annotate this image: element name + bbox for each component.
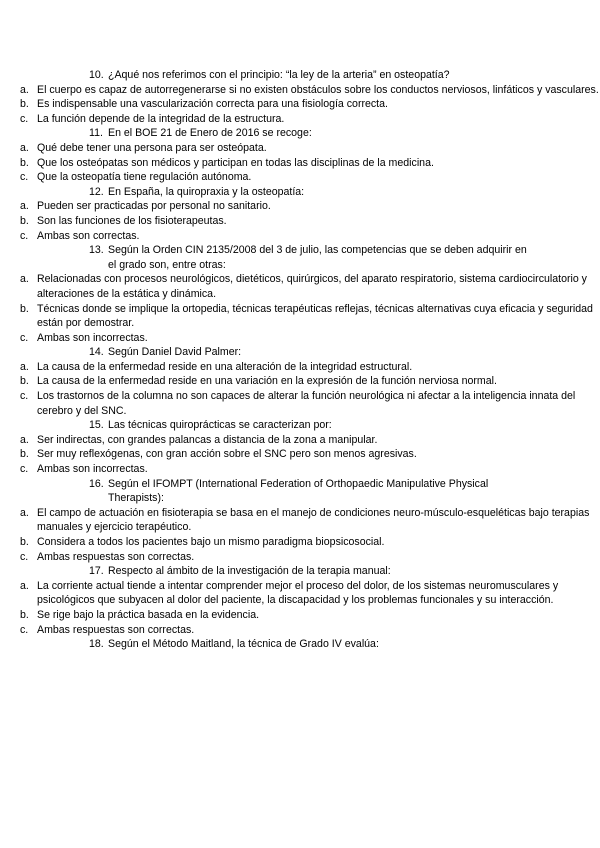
question-text: En España, la quiropraxia y la osteopatía: bbox=[108, 185, 305, 198]
option-letter: b. bbox=[20, 98, 29, 111]
answer-option bbox=[0, 579, 600, 608]
option-list bbox=[0, 506, 600, 564]
option-text: Ambas respuestas son correctas. bbox=[37, 623, 195, 636]
question-stem bbox=[0, 68, 600, 83]
option-list bbox=[0, 360, 600, 418]
answer-option bbox=[0, 608, 600, 623]
question-number: 10. bbox=[89, 69, 104, 81]
question-text: Según el IFOMPT (International Federation of Orthopaedic Manipulative Physical Therapists): bbox=[108, 477, 489, 505]
question-item bbox=[0, 637, 600, 652]
option-text: El campo de actuación en fisioterapia se basa en el manejo de condiciones neuro-músculo-esqueléticas bajo terapias manuales y ejercicio terapéutico. bbox=[37, 506, 590, 534]
answer-option bbox=[0, 447, 600, 462]
question-stem bbox=[0, 243, 600, 272]
option-list bbox=[0, 579, 600, 637]
question-stem bbox=[0, 185, 600, 200]
option-text: Ambas son correctas. bbox=[37, 229, 140, 242]
option-letter: b. bbox=[20, 214, 29, 227]
answer-option bbox=[0, 112, 600, 127]
question-text: Según el Método Maitland, la técnica de Grado IV evalúa: bbox=[108, 638, 379, 651]
option-list bbox=[0, 433, 600, 477]
answer-option bbox=[0, 550, 600, 565]
option-list bbox=[0, 83, 600, 127]
question-text: Las técnicas quiroprácticas se caracterizan por: bbox=[108, 419, 332, 432]
option-letter: c. bbox=[20, 229, 29, 242]
option-letter: a. bbox=[20, 273, 29, 286]
option-letter: a. bbox=[20, 433, 29, 446]
option-text: Técnicas donde se implique la ortopedia, técnicas terapéuticas reflejas, técnicas alternativas cuya eficacia y seguridad están por demostrar. bbox=[37, 302, 593, 330]
answer-option bbox=[0, 360, 600, 375]
question-stem bbox=[0, 345, 600, 360]
option-letter: b. bbox=[20, 375, 29, 388]
question-stem bbox=[0, 477, 600, 506]
answer-option bbox=[0, 170, 600, 185]
option-letter: a. bbox=[20, 83, 29, 96]
answer-option bbox=[0, 199, 600, 214]
option-letter: a. bbox=[20, 579, 29, 592]
option-letter: c. bbox=[20, 331, 29, 344]
question-item bbox=[0, 243, 600, 345]
question-list bbox=[0, 68, 600, 652]
option-list bbox=[0, 141, 600, 185]
question-item bbox=[0, 418, 600, 476]
answer-option bbox=[0, 433, 600, 448]
question-stem bbox=[0, 418, 600, 433]
option-text: Que los osteópatas son médicos y participan en todas las disciplinas de la medicina. bbox=[37, 156, 434, 169]
option-text: Es indispensable una vascularización correcta para una fisiología correcta. bbox=[37, 98, 388, 111]
answer-option bbox=[0, 623, 600, 638]
answer-option bbox=[0, 374, 600, 389]
answer-option bbox=[0, 83, 600, 98]
answer-option bbox=[0, 141, 600, 156]
option-letter: c. bbox=[20, 463, 29, 476]
answer-option bbox=[0, 331, 600, 346]
option-text: Qué debe tener una persona para ser osteópata. bbox=[37, 141, 267, 154]
option-letter: a. bbox=[20, 141, 29, 154]
option-letter: b. bbox=[20, 536, 29, 548]
option-text: La causa de la enfermedad reside en una alteración de la integridad estructural. bbox=[37, 360, 413, 373]
question-number: 16. bbox=[89, 477, 104, 490]
option-text: El cuerpo es capaz de autorregenerarse si no existen obstáculos sobre los conductos nerviosos, linfáticos y vasculares. bbox=[37, 83, 599, 96]
question-stem bbox=[0, 564, 600, 579]
answer-option bbox=[0, 506, 600, 535]
question-text: Según Daniel David Palmer: bbox=[108, 346, 242, 359]
option-letter: b. bbox=[20, 448, 29, 461]
option-letter: c. bbox=[20, 550, 29, 563]
option-text: Que la osteopatía tiene regulación autónoma. bbox=[37, 171, 252, 184]
option-text: La causa de la enfermedad reside en una variación en la expresión de la función nerviosa normal. bbox=[37, 375, 497, 388]
option-text: Se rige bajo la práctica basada en la evidencia. bbox=[37, 608, 260, 621]
answer-option bbox=[0, 272, 600, 301]
answer-option bbox=[0, 97, 600, 112]
option-letter: b. bbox=[20, 156, 29, 169]
question-stem bbox=[0, 637, 600, 652]
question-item bbox=[0, 477, 600, 565]
option-text: Ser indirectas, con grandes palancas a distancia de la zona a manipular. bbox=[37, 433, 378, 446]
question-number: 18. bbox=[89, 638, 104, 651]
question-text: Según la Orden CIN 2135/2008 del 3 de julio, las competencias que se deben adquirir en el grado son, entre otras: bbox=[108, 244, 527, 271]
option-text: Ambas son incorrectas. bbox=[37, 331, 148, 344]
question-number: 15. bbox=[89, 419, 104, 432]
option-letter: a. bbox=[20, 360, 29, 373]
question-number: 17. bbox=[89, 565, 104, 578]
option-list bbox=[0, 272, 600, 345]
option-text: Relacionadas con procesos neurológicos, dietéticos, quirúrgicos, del aparato respiratorio, sistema cardiocirculatorio y alteraciones de la estática y dinámica. bbox=[37, 273, 587, 300]
question-item bbox=[0, 564, 600, 637]
answer-option bbox=[0, 535, 600, 550]
option-letter: c. bbox=[20, 112, 29, 125]
option-text: Ambas son incorrectas. bbox=[37, 463, 148, 476]
answer-option bbox=[0, 229, 600, 244]
question-text: ¿Aqué nos referimos con el principio: “la ley de la arteria” en osteopatía? bbox=[108, 69, 450, 81]
option-letter: c. bbox=[20, 171, 29, 184]
question-text: Respecto al ámbito de la investigación de la terapia manual: bbox=[108, 565, 391, 578]
option-text: Ambas respuestas son correctas. bbox=[37, 550, 195, 563]
question-number: 11. bbox=[89, 127, 103, 140]
answer-option bbox=[0, 302, 600, 331]
option-letter: a. bbox=[20, 506, 29, 519]
option-text: Son las funciones de los fisioterapeutas. bbox=[37, 214, 227, 227]
question-number: 14. bbox=[89, 346, 104, 359]
option-text: Los trastornos de la columna no son capaces de alterar la función neurológica ni afectar a la inteligencia innata del cerebro y del SNC. bbox=[37, 390, 576, 417]
question-item bbox=[0, 126, 600, 184]
option-letter: b. bbox=[20, 608, 29, 621]
question-number: 13. bbox=[89, 244, 104, 257]
answer-option bbox=[0, 214, 600, 229]
option-letter: c. bbox=[20, 623, 29, 636]
option-text: Ser muy reflexógenas, con gran acción sobre el SNC pero son menos agresivas. bbox=[37, 448, 417, 461]
question-stem bbox=[0, 126, 600, 141]
answer-option bbox=[0, 462, 600, 477]
answer-option bbox=[0, 156, 600, 171]
question-item bbox=[0, 185, 600, 243]
answer-option bbox=[0, 389, 600, 418]
option-text: Pueden ser practicadas por personal no sanitario. bbox=[37, 200, 271, 213]
option-text: La corriente actual tiende a intentar comprender mejor el proceso del dolor, de los sistemas neuromusculares y psicológicos que subyacen al dolor del paciente, la discapacidad y los problemas funcionales y su interacción. bbox=[37, 579, 559, 607]
option-list bbox=[0, 199, 600, 243]
option-letter: b. bbox=[20, 302, 29, 315]
option-letter: c. bbox=[20, 390, 29, 403]
option-letter: a. bbox=[20, 200, 29, 213]
question-item bbox=[0, 68, 600, 126]
option-text: La función depende de la integridad de la estructura. bbox=[37, 112, 285, 125]
question-item bbox=[0, 345, 600, 418]
option-text: Considera a todos los pacientes bajo un mismo paradigma biopsicosocial. bbox=[37, 536, 385, 548]
question-number: 12. bbox=[89, 185, 104, 198]
question-text: En el BOE 21 de Enero de 2016 se recoge: bbox=[108, 127, 312, 140]
